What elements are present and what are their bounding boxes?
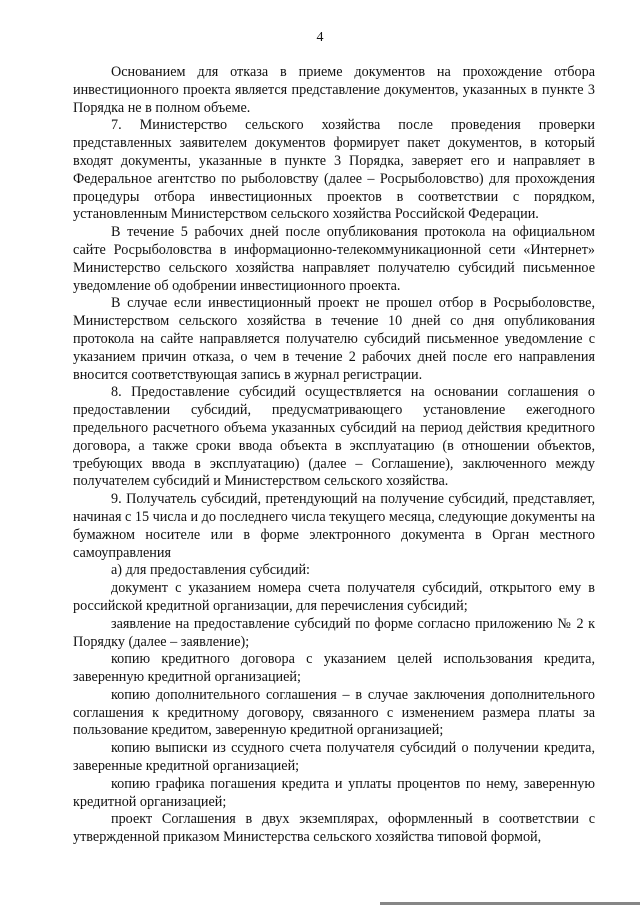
page-number: 4 [316, 30, 324, 45]
list-item-repayment-schedule: копию графика погашения кредита и уплаты процентов по нему, заверенную кредитной организацией; [73, 775, 595, 810]
document-body [73, 64, 595, 847]
paragraph-subitem-a: а) для предоставления субсидий: [111, 562, 310, 579]
list-item-loan-account-statement: копию выписки из ссудного счета получателя субсидий о получении кредита, заверенные кредитной организацией; [73, 740, 595, 775]
list-item-account-document: документ с указанием номера счета получателя субсидий, открытого ему в российской кредитной организации, для перечисления субсидий; [73, 580, 595, 614]
list-item-credit-agreement-copy: копию кредитного договора с указанием целей использования кредита, заверенную кредитной организацией; [73, 651, 595, 686]
paragraph-approval-notice: В течение 5 рабочих дней после опубликования протокола на официальном сайте Росрыболовства в информационно-телекоммуникационной сети «Интернет» Министерство сельского хозяйства направляет получателю субсидий письменное уведомление об одобрении инвестиционного проекта. [73, 224, 595, 294]
paragraph-item-9: 9. Получатель субсидий, претендующий на получение субсидий, представляет, начиная с 15 числа и до последнего числа текущего месяца, следующие документы на бумажном носителе или в форме электронного документа в Орган местного самоуправления [73, 491, 595, 561]
paragraph-item-7: 7. Министерство сельского хозяйства после проведения проверки представленных заявителем документов формирует пакет документов, в который входят документы, указанные в пункте 3 Порядка, заверяет его и направляет в Федеральное агентство по рыболовству (далее – Росрыболовство) для прохождения процедуры отбора инвестиционных проектов в соответствии с порядком, установленным Министерством сельского хозяйства Российской Федерации. [73, 117, 595, 223]
paragraph-item-8: 8. Предоставление субсидий осуществляется на основании соглашения о предоставлении субсидий, предусматривающего установление ежегодного предельного расчетного объема указанных субсидий на период действия кредитного договора, а также сроки ввода объекта в эксплуатацию (в отношении объектов, требующих ввода в эксплуатацию) (далее – Соглашение), заключенного между получателем субсидий и Министерством сельского хозяйства. [73, 384, 595, 490]
list-item-supplementary-agreement-copy: копию дополнительного соглашения – в случае заключения дополнительного соглашения к кредитному договору, связанного с изменением размера платы за пользование кредитом, заверенную кредитной организацией; [73, 686, 595, 739]
list-item-application: заявление на предоставление субсидий по форме согласно приложению № 2 к Порядку (далее – заявление); [73, 615, 595, 650]
paragraph-rejection-notice: В случае если инвестиционный проект не прошел отбор в Росрыболовстве, Министерством сельского хозяйства в течение 10 дней со дня опубликования протокола на сайте направляется получателю субсидий письменное уведомление с указанием причин отказа, о чем в течение 2 рабочих дней после его направления вносится соответствующая запись в журнал регистрации. [73, 295, 595, 383]
paragraph-refusal-basis: Основанием для отказа в приеме документов на прохождение отбора инвестиционного проекта является представление документов, указанных в пункте 3 Порядка не в полном объеме. [73, 64, 595, 116]
list-item-agreement-draft: проект Соглашения в двух экземплярах, оформленный в соответствии с утвержденной приказом Министерства сельского хозяйства типовой формой, [73, 811, 595, 846]
